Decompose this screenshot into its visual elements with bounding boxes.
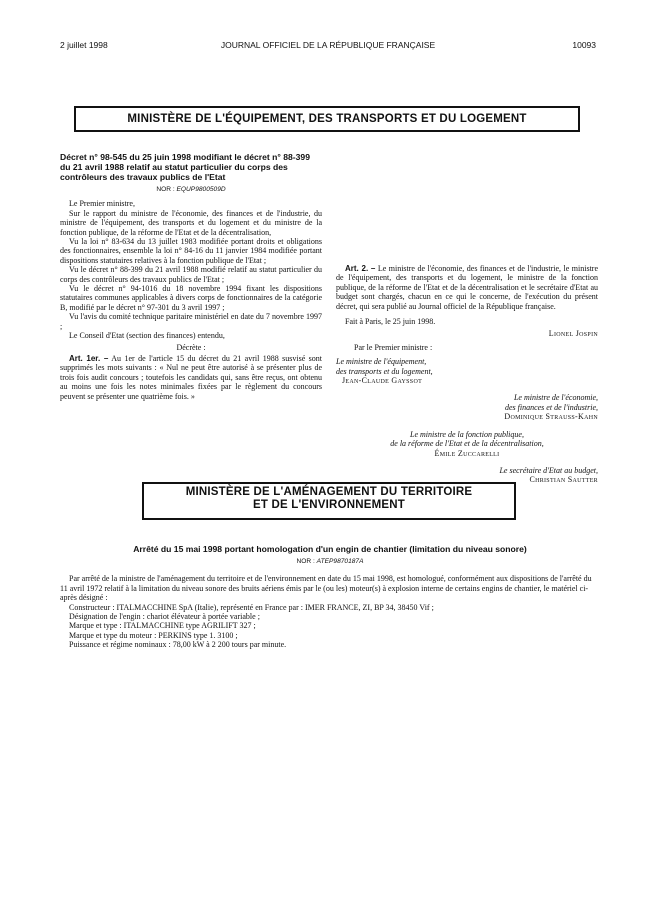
- decret-nor-code: EQUP9800509D: [176, 186, 226, 193]
- par-le-premier-ministre: Par le Premier ministre :: [354, 342, 433, 352]
- ministry2-line-2: ET DE L'ENVIRONNEMENT: [253, 499, 405, 511]
- signature-budget: Christian Sautter: [529, 475, 598, 485]
- arrete-designation: Désignation de l'engin : chariot élévateur à portée variable ;: [69, 612, 260, 622]
- arrete-moteur: Marque et type du moteur : PERKINS type 1. 3100 ;: [69, 630, 238, 640]
- arrete-puissance: Puissance et régime nominaux : 78,00 kW à 2 200 tours par minute.: [69, 640, 287, 650]
- article-1-text: Au 1er de l'article 15 du décret du 21 avril 1988 susvisé sont supprimés les mots suivants : « Nul ne peut être autorisé à se présenter plus de trois fois audit concours ; toutefois les candidats qui, sans être reçus, ont obtenu au moins une fois les notes minimales fixées par le règlement du concours peuvent se présenter une quatrième fois. »: [60, 353, 323, 401]
- decret-p1: Le Premier ministre,: [69, 199, 135, 209]
- minister-economie-title-1: Le ministre de l'économie,: [513, 393, 598, 403]
- signature-fonction-publique: Émile Zuccarelli: [434, 448, 500, 458]
- header-page-number: 10093: [572, 40, 596, 50]
- minister-equipement-title-2: des transports et du logement,: [336, 366, 433, 376]
- article-1-label: Art. 1er. –: [69, 353, 109, 363]
- decret-article-2: [336, 264, 598, 311]
- decret-nor: NOR : EQUP9800509D: [156, 186, 226, 193]
- decret-fait: Fait à Paris, le 25 juin 1998.: [345, 317, 436, 327]
- arrete-constructeur: Constructeur : ITALMACCHINE SpA (Italie), représenté en France par : IMER FRANCE, ZI, BP 34, 38450 Vif ;: [69, 602, 434, 612]
- ministry2-line-1: MINISTÈRE DE L'AMÉNAGEMENT DU TERRITOIRE: [185, 486, 473, 498]
- header-journal-title: JOURNAL OFFICIEL DE LA RÉPUBLIQUE FRANÇAISE: [220, 40, 436, 50]
- minister-fonction-publique-title-2: de la réforme de l'Etat et de la décentralisation,: [390, 439, 544, 449]
- ministry-heading-equipement: MINISTÈRE DE L'ÉQUIPEMENT, DES TRANSPORTS ET DU LOGEMENT: [74, 106, 580, 132]
- decret-p5: Vu le décret n° 94-1016 du 18 novembre 1994 fixant les dispositions statutaires communes applicables à divers corps de fonctionnaires de la catégorie B, modifié par le décret n° 97-301 du 3 avril 1997 ;: [60, 284, 322, 312]
- arrete-title: Arrêté du 15 mai 1998 portant homologation d'un engin de chantier (limitation du niveau sonore): [133, 544, 527, 554]
- decret-p6: Vu l'avis du comité technique paritaire ministériel en date du 7 novembre 1997 ;: [60, 312, 322, 331]
- decret-p4: Vu le décret n° 88-399 du 21 avril 1988 modifié relatif au statut particulier du corps des contrôleurs des travaux publics de l'Etat ;: [60, 265, 322, 284]
- article-2-text: Le ministre de l'économie, des finances et de l'industrie, le ministre de l'équipement, des transports et du logement, le ministre de la fonction publique, de la réforme de l'Etat et de la décentralisation et le secrétaire d'Etat au budget sont chargés, chacun en ce qui le concerne, de l'exécution du présent décret, qui sera publié au Journal officiel de la République française.: [336, 264, 599, 311]
- decret-p3: Vu la loi n° 83-634 du 13 juillet 1983 modifiée portant droits et obligations des fonctionnaires, ensemble la loi n° 84-16 du 11 janvier 1984 modifiée portant dispositions statutaires relatives à la fonction publique de l'Etat ;: [60, 237, 322, 265]
- arrete-section: [60, 544, 600, 650]
- decret-p2: Sur le rapport du ministre de l'économie, des finances et de l'industrie, du ministre de l'équipement, des transports et du logement et du ministre de la fonction publique, de la réforme de l'Etat et de la décentralisation,: [60, 208, 322, 237]
- decret-right-column: [336, 152, 598, 485]
- decret-p7: Le Conseil d'Etat (section des finances) entendu,: [69, 331, 225, 341]
- minister-economie-title-2: des finances et de l'industrie,: [504, 402, 598, 412]
- signature-equipement: Jean-Claude Gayssot: [342, 376, 423, 386]
- decret-article-1: [60, 354, 322, 401]
- minister-fonction-publique-title-1: Le ministre de la fonction publique,: [410, 429, 524, 439]
- page-header: [60, 40, 596, 54]
- arrete-nor: NOR : ATEP9870187A: [296, 558, 364, 565]
- decret-left-column: [60, 152, 322, 401]
- signature-economie: Dominique Strauss-Kahn: [504, 412, 598, 422]
- article-2-label: Art. 2. –: [345, 264, 376, 273]
- arrete-nor-code: ATEP9870187A: [316, 558, 364, 565]
- arrete-intro: Par arrêté de la ministre de l'aménagement du territoire et de l'environnement en date du 15 mai 1998, est homologué, conformément aux dispositions de l'arrêté du 11 avril 1972 relatif à la limitation du niveau sonore des bruits aériens émis par le (ou les) moteur(s) à explosion interne de certains engins de chantier, le matériel ci-après désigné :: [60, 574, 592, 603]
- arrete-marque-type: Marque et type : ITALMACCHINE type AGRILIFT 327 ;: [69, 621, 256, 631]
- header-date: 2 juillet 1998: [60, 40, 108, 50]
- signature-prime-minister: Lionel Jospin: [548, 329, 598, 339]
- secretaire-budget-title: Le secrétaire d'Etat au budget,: [499, 465, 598, 475]
- decret-title: Décret n° 98-545 du 25 juin 1998 modifiant le décret n° 88-399 du 21 avril 1988 relatif au statut particulier du corps des contrôleurs des travaux publics de l'Etat: [60, 152, 310, 182]
- minister-equipement-title-1: Le ministre de l'équipement,: [336, 357, 427, 367]
- decret-decrete: Décrète :: [176, 342, 206, 352]
- ministry-heading-amenagement: [142, 482, 516, 520]
